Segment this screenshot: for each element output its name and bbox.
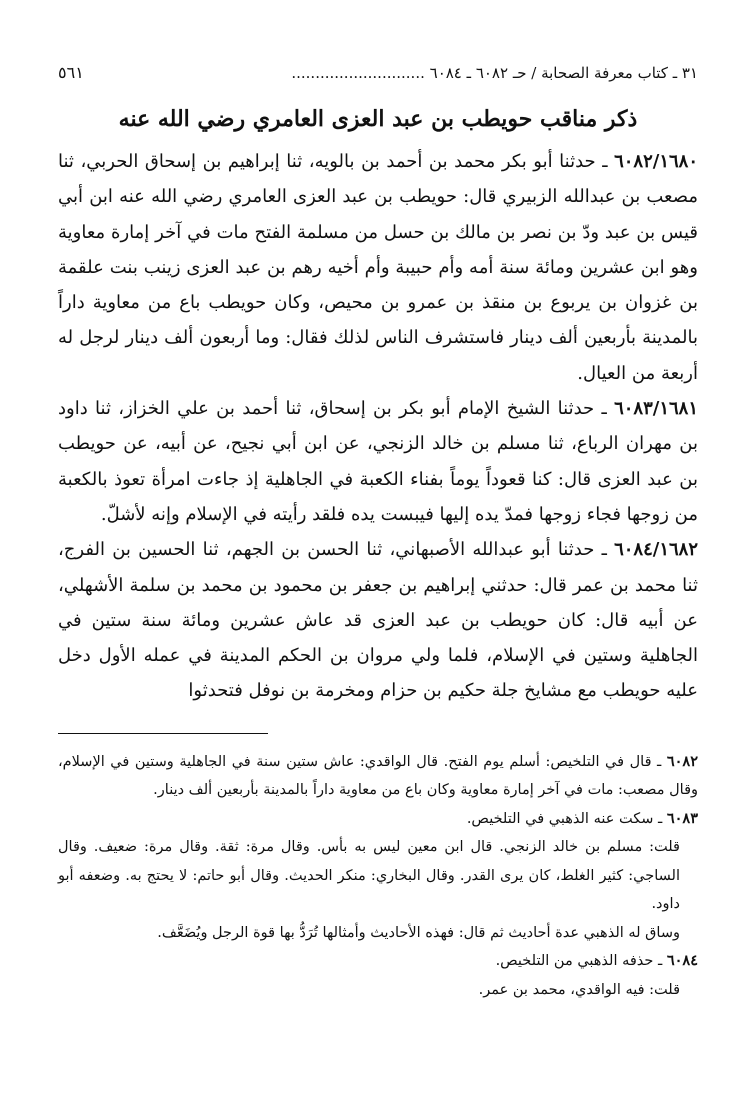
hadith-text: ـ حدثنا أبو بكر محمد بن أحمد بن بالويه، ثنا إبراهيم بن إسحاق الحربي، ثنا مصعب بن عبدالله الزبيري قال: حويطب بن عبد العزى العامري رضي الله عنه ابن أبي قيس بن عبد ودّ بن نصر بن مالك بن حسل من مسلمة الفتح مات في آخر إمارة معاوية وهو ابن عشرين ومائة سنة أمه وأم حبيبة وأم أخيه رهم بن عبد العزى زينب بنت علقمة بن غزوان بن يربوع بن منقذ بن عمرو بن محيص، وكان حويطب باع من معاوية داراً بالمدينة بأربعين ألف دينار فاستشرف الناس لذلك فقال: وما أربعون ألف دينار لرجل له أربعة من العيال. <box>58 151 698 384</box>
footnote-comment <box>58 976 698 1005</box>
footnote <box>58 748 698 805</box>
footnote-comment <box>58 919 698 948</box>
hadith-number: ٦٠٨٣/١٦٨١ <box>614 398 698 420</box>
section-title: ذكر مناقب حويطب بن عبد العزى العامري رضي الله عنه <box>118 106 638 132</box>
running-header <box>58 62 698 84</box>
footnote-number: ٦٠٨٤ <box>666 952 698 970</box>
footnote-text: وساق له الذهبي عدة أحاديث ثم قال: فهذه الأحاديث وأمثالها تُرَدُّ بها قوة الرجل ويُضَعَّف. <box>157 924 680 941</box>
footnote-text: قلت: فيه الواقدي، محمد بن عمر. <box>478 981 680 998</box>
footnote-text: قلت: مسلم بن خالد الزنجي. قال ابن معين ليس به بأس. وقال مرة: ثقة. وقال مرة: ضعيف. وقال الساجي: كثير الغلط، كان يرى القدر. وقال البخاري: منكر الحديث. وقال أبو حاتم: لا يحتج به. وضعفه أبو داود. <box>58 839 680 913</box>
hadith-number: ٦٠٨٤/١٦٨٢ <box>614 539 698 561</box>
page-number: ٥٦١ <box>58 63 84 82</box>
footnote-divider <box>58 733 268 734</box>
footnotes <box>58 748 698 1005</box>
hadith-paragraph <box>58 144 698 391</box>
footnote <box>58 947 698 976</box>
footnote-text: ـ سكت عنه الذهبي في التلخيص. <box>466 810 667 827</box>
hadith-text: ـ حدثنا الشيخ الإمام أبو بكر بن إسحاق، ثنا أحمد بن علي الخزاز، ثنا داود بن مهران الرباع، ثنا مسلم بن خالد الزنجي، عن ابن أبي نجيح، عن أبيه، عن حويطب بن عبد العزى قال: كنا قعوداً يوماً بفناء الكعبة في الجاهلية إذ جاءت امرأة تعوذ بالكعبة من زوجها فجاء زوجها فمدّ يده إليها فيبست يده فلقد رأيته في الإسلام وإنه لأشلّ. <box>58 398 698 525</box>
main-text <box>58 144 698 709</box>
footnote-text: ـ قال في التلخيص: أسلم يوم الفتح. قال الواقدي: عاش ستين سنة في الجاهلية وستين في الإسلام، وقال مصعب: مات في آخر إمارة معاوية وكان باع من معاوية داراً بالمدينة بأربعين ألف دينار. <box>58 753 698 799</box>
hadith-number: ٦٠٨٢/١٦٨٠ <box>614 151 698 172</box>
footnote-number: ٦٠٨٣ <box>666 809 698 827</box>
hadith-paragraph <box>58 532 698 708</box>
hadith-paragraph <box>58 391 698 532</box>
footnote <box>58 805 698 834</box>
hadith-text: ـ حدثنا أبو عبدالله الأصبهاني، ثنا الحسن بن الجهم، ثنا الحسين بن الفرج، ثنا محمد بن عمر قال: حدثني إبراهيم بن جعفر بن محمود بن محمد بن سلمة الأشهلي، عن أبيه قال: كان حويطب بن عبد العزى قد عاش عشرين ومائة سنة ستين في الجاهلية وستين في الإسلام، فلما ولي مروان بن الحكم المدينة في عمله الأول دخل عليه حويطب مع مشايخ جلة حكيم بن حزام ومخرمة بن نوفل فتحدثوا <box>58 539 698 702</box>
book-page <box>58 62 698 1004</box>
footnote-comment <box>58 833 698 919</box>
running-title: ٣١ ـ كتاب معرفة الصحابة / حـ ٦٠٨٢ ـ ٦٠٨٤ ............................ <box>291 64 698 82</box>
footnote-number: ٦٠٨٢ <box>666 752 698 770</box>
footnote-text: ـ حذفه الذهبي من التلخيص. <box>495 953 667 970</box>
